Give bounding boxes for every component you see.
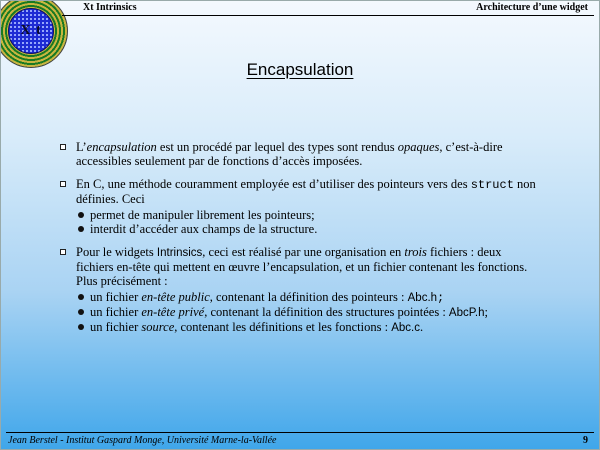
- bullet-item-intrinsics: Pour le widgets Intrinsics, ceci est réalisé par une organisation en trois fichiers : deux fichiers en-tête qui mettent en œuvre l’encapsulation, et un fichier contenant les fonctions. Plus précisément : un fichier en-tête public, contenant la définition des pointeurs : Abc.h; un fichier en-tête privé, contenant la définition des structures pointées : AbcP.h; un fichier source, contenant les définitions et les fonctions : Abc.c.: [60, 245, 540, 335]
- slide-title: [0, 60, 600, 80]
- slide-title-text: Encapsulation: [246, 60, 354, 79]
- bullet-item-encapsulation: L’encapsulation est un procédé par lequel des types sont rendus opaques, c’est-à-dire accessibles seulement par de fonctions d’accès imposées.: [60, 140, 540, 168]
- page-header: [0, 0, 600, 16]
- sub-list: [76, 290, 540, 335]
- footer-author: Jean Berstel - Institut Gaspard Monge, Université Marne-la-Vallée: [8, 435, 277, 446]
- square-bullet-icon: [60, 144, 66, 150]
- round-bullet-icon: [78, 226, 84, 232]
- page-number: 9: [583, 435, 588, 446]
- header-left: Xt Intrinsics: [83, 2, 137, 13]
- bullet-item-c-method: En C, une méthode couramment employée est d’utiliser des pointeurs vers des struct non définies. Ceci permet de manipuler librement les pointeurs; interdit d’accéder aux champs de la structure.: [60, 177, 540, 236]
- footer-rule: [6, 432, 594, 433]
- slide-content: [60, 140, 540, 344]
- header-right: Architecture d’une widget: [476, 2, 588, 13]
- sub-list: [76, 208, 540, 236]
- round-bullet-icon: [78, 294, 84, 300]
- header-rule: [62, 15, 594, 16]
- square-bullet-icon: [60, 181, 66, 187]
- sub-item: un fichier source, contenant les définitions et les fonctions : Abc.c.: [76, 320, 540, 335]
- logo-text: X t: [20, 23, 42, 38]
- sub-item: un fichier en-tête privé, contenant la définition des structures pointées : AbcP.h;: [76, 305, 540, 320]
- round-bullet-icon: [78, 212, 84, 218]
- round-bullet-icon: [78, 309, 84, 315]
- sub-item: un fichier en-tête public, contenant la définition des pointeurs : Abc.h;: [76, 290, 540, 305]
- sub-item: permet de manipuler librement les pointeurs;: [76, 208, 540, 222]
- sub-item: interdit d’accéder aux champs de la structure.: [76, 222, 540, 236]
- square-bullet-icon: [60, 249, 66, 255]
- round-bullet-icon: [78, 324, 84, 330]
